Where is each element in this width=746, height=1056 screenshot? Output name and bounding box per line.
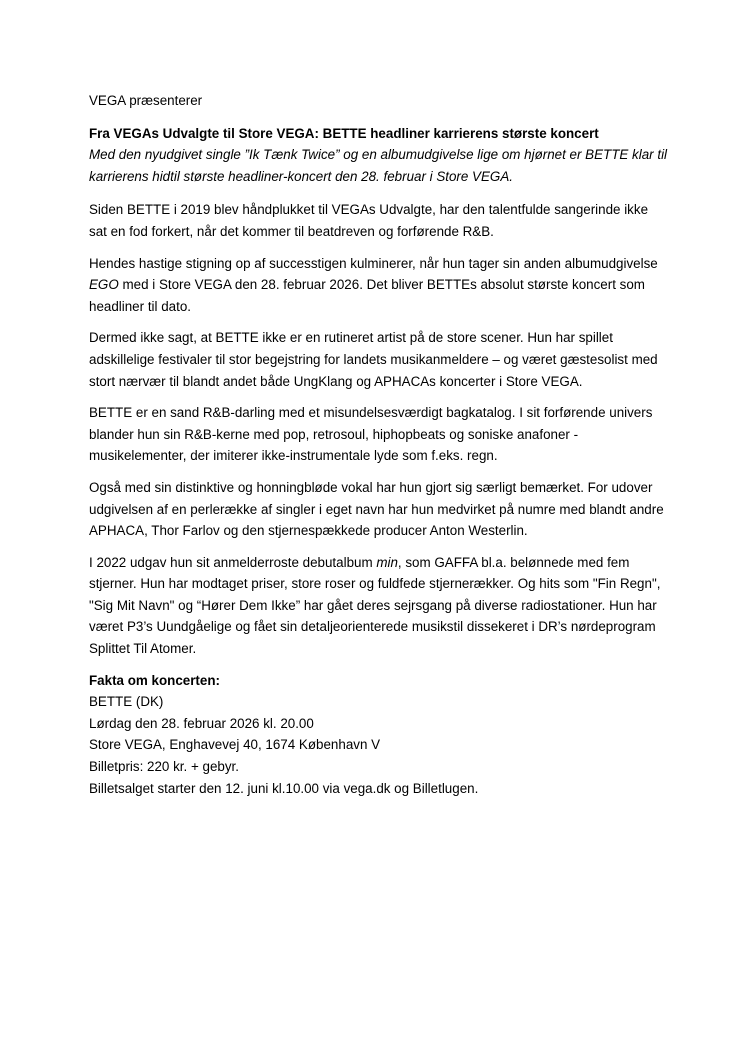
paragraph-6 bbox=[89, 552, 669, 660]
facts-line-date: Lørdag den 28. februar 2026 kl. 20.00 bbox=[89, 715, 314, 731]
album-title-ego: EGO bbox=[89, 277, 119, 293]
facts-line-sale: Billetsalget starter den 12. juni kl.10.00 via vega.dk og Billetlugen. bbox=[89, 780, 479, 796]
paragraph-2 bbox=[89, 253, 669, 318]
subheadline: Med den nyudgivet single ”Ik Tænk Twice” og en albumudgivelse lige om hjørnet er BETTE klar til karrierens hidtil største headliner-koncert den 28. februar i Store VEGA. bbox=[89, 147, 668, 184]
facts-title: Fakta om koncerten: bbox=[89, 672, 220, 688]
paragraph-1: Siden BETTE i 2019 blev håndplukket til VEGAs Udvalgte, har den talentfulde sangerinde ikke sat en fod forkert, når det kommer til beatdreven og forførende R&B. bbox=[89, 202, 649, 239]
paragraph-6-text-b: , som GAFFA bl.a. belønnede med fem stjerner. Hun har modtaget priser, store roser og fuldfede stjernerækker. Og hits som "Fin Regn", "Sig Mit Navn" og “Hører Dem Ikke” har gået deres sejrsgang på diverse radiostationer. Hun har været P3’s Uundgåelige og fået sin detaljeorienterede musikstil dissekeret i DR’s nørdeprogram Splittet Til Atomer. bbox=[89, 554, 661, 657]
album-title-min: min bbox=[376, 554, 398, 570]
paragraph-2-text-b: med i Store VEGA den 28. februar 2026. Det bliver BETTEs absolut største koncert som headliner til dato. bbox=[89, 277, 645, 314]
headline-block bbox=[89, 123, 669, 188]
intro-line: VEGA præsenterer bbox=[89, 93, 203, 108]
paragraph-5: Også med sin distinktive og honningbløde vokal har hun gjort sig særligt bemærket. For udover udgivelsen af en perlerække af singler i eget navn har hun medvirket på numre med blandt andre APHACA, Thor Farlov og den stjernespækkede producer Anton Westerlin. bbox=[89, 479, 664, 539]
paragraph-6-text-a: I 2022 udgav hun sit anmelderroste debutalbum bbox=[89, 554, 377, 570]
paragraph-4: BETTE er en sand R&B-darling med et misundelsesværdigt bagkatalog. I sit forførende univers blander hun sin R&B-kerne med pop, retrosoul, hiphopbeats og soniske anafoner - musikelementer, der imiterer ikke-instrumentale lyde som f.eks. regn. bbox=[89, 405, 653, 464]
paragraph-3: Dermed ikke sagt, at BETTE ikke er en rutineret artist på de store scener. Hun har spillet adskillelige festivaler til stor begejstring for landets musikanmeldere – og været gæstesolist med stort nærvær til blandt andet både UngKlang og APHACAs koncerter i Store VEGA. bbox=[89, 330, 658, 389]
press-release bbox=[89, 90, 669, 799]
facts-line-price: Billetpris: 220 kr. + gebyr. bbox=[89, 759, 239, 775]
facts-section bbox=[89, 670, 669, 800]
headline: Fra VEGAs Udvalgte til Store VEGA: BETTE headliner karrierens største koncert bbox=[89, 125, 599, 141]
facts-line-venue: Store VEGA, Enghavevej 40, 1674 København V bbox=[89, 737, 381, 753]
paragraph-2-text-a: Hendes hastige stigning op af successtigen kulminerer, når hun tager sin anden albumudgivelse bbox=[89, 255, 658, 271]
facts-line-artist: BETTE (DK) bbox=[89, 694, 164, 710]
